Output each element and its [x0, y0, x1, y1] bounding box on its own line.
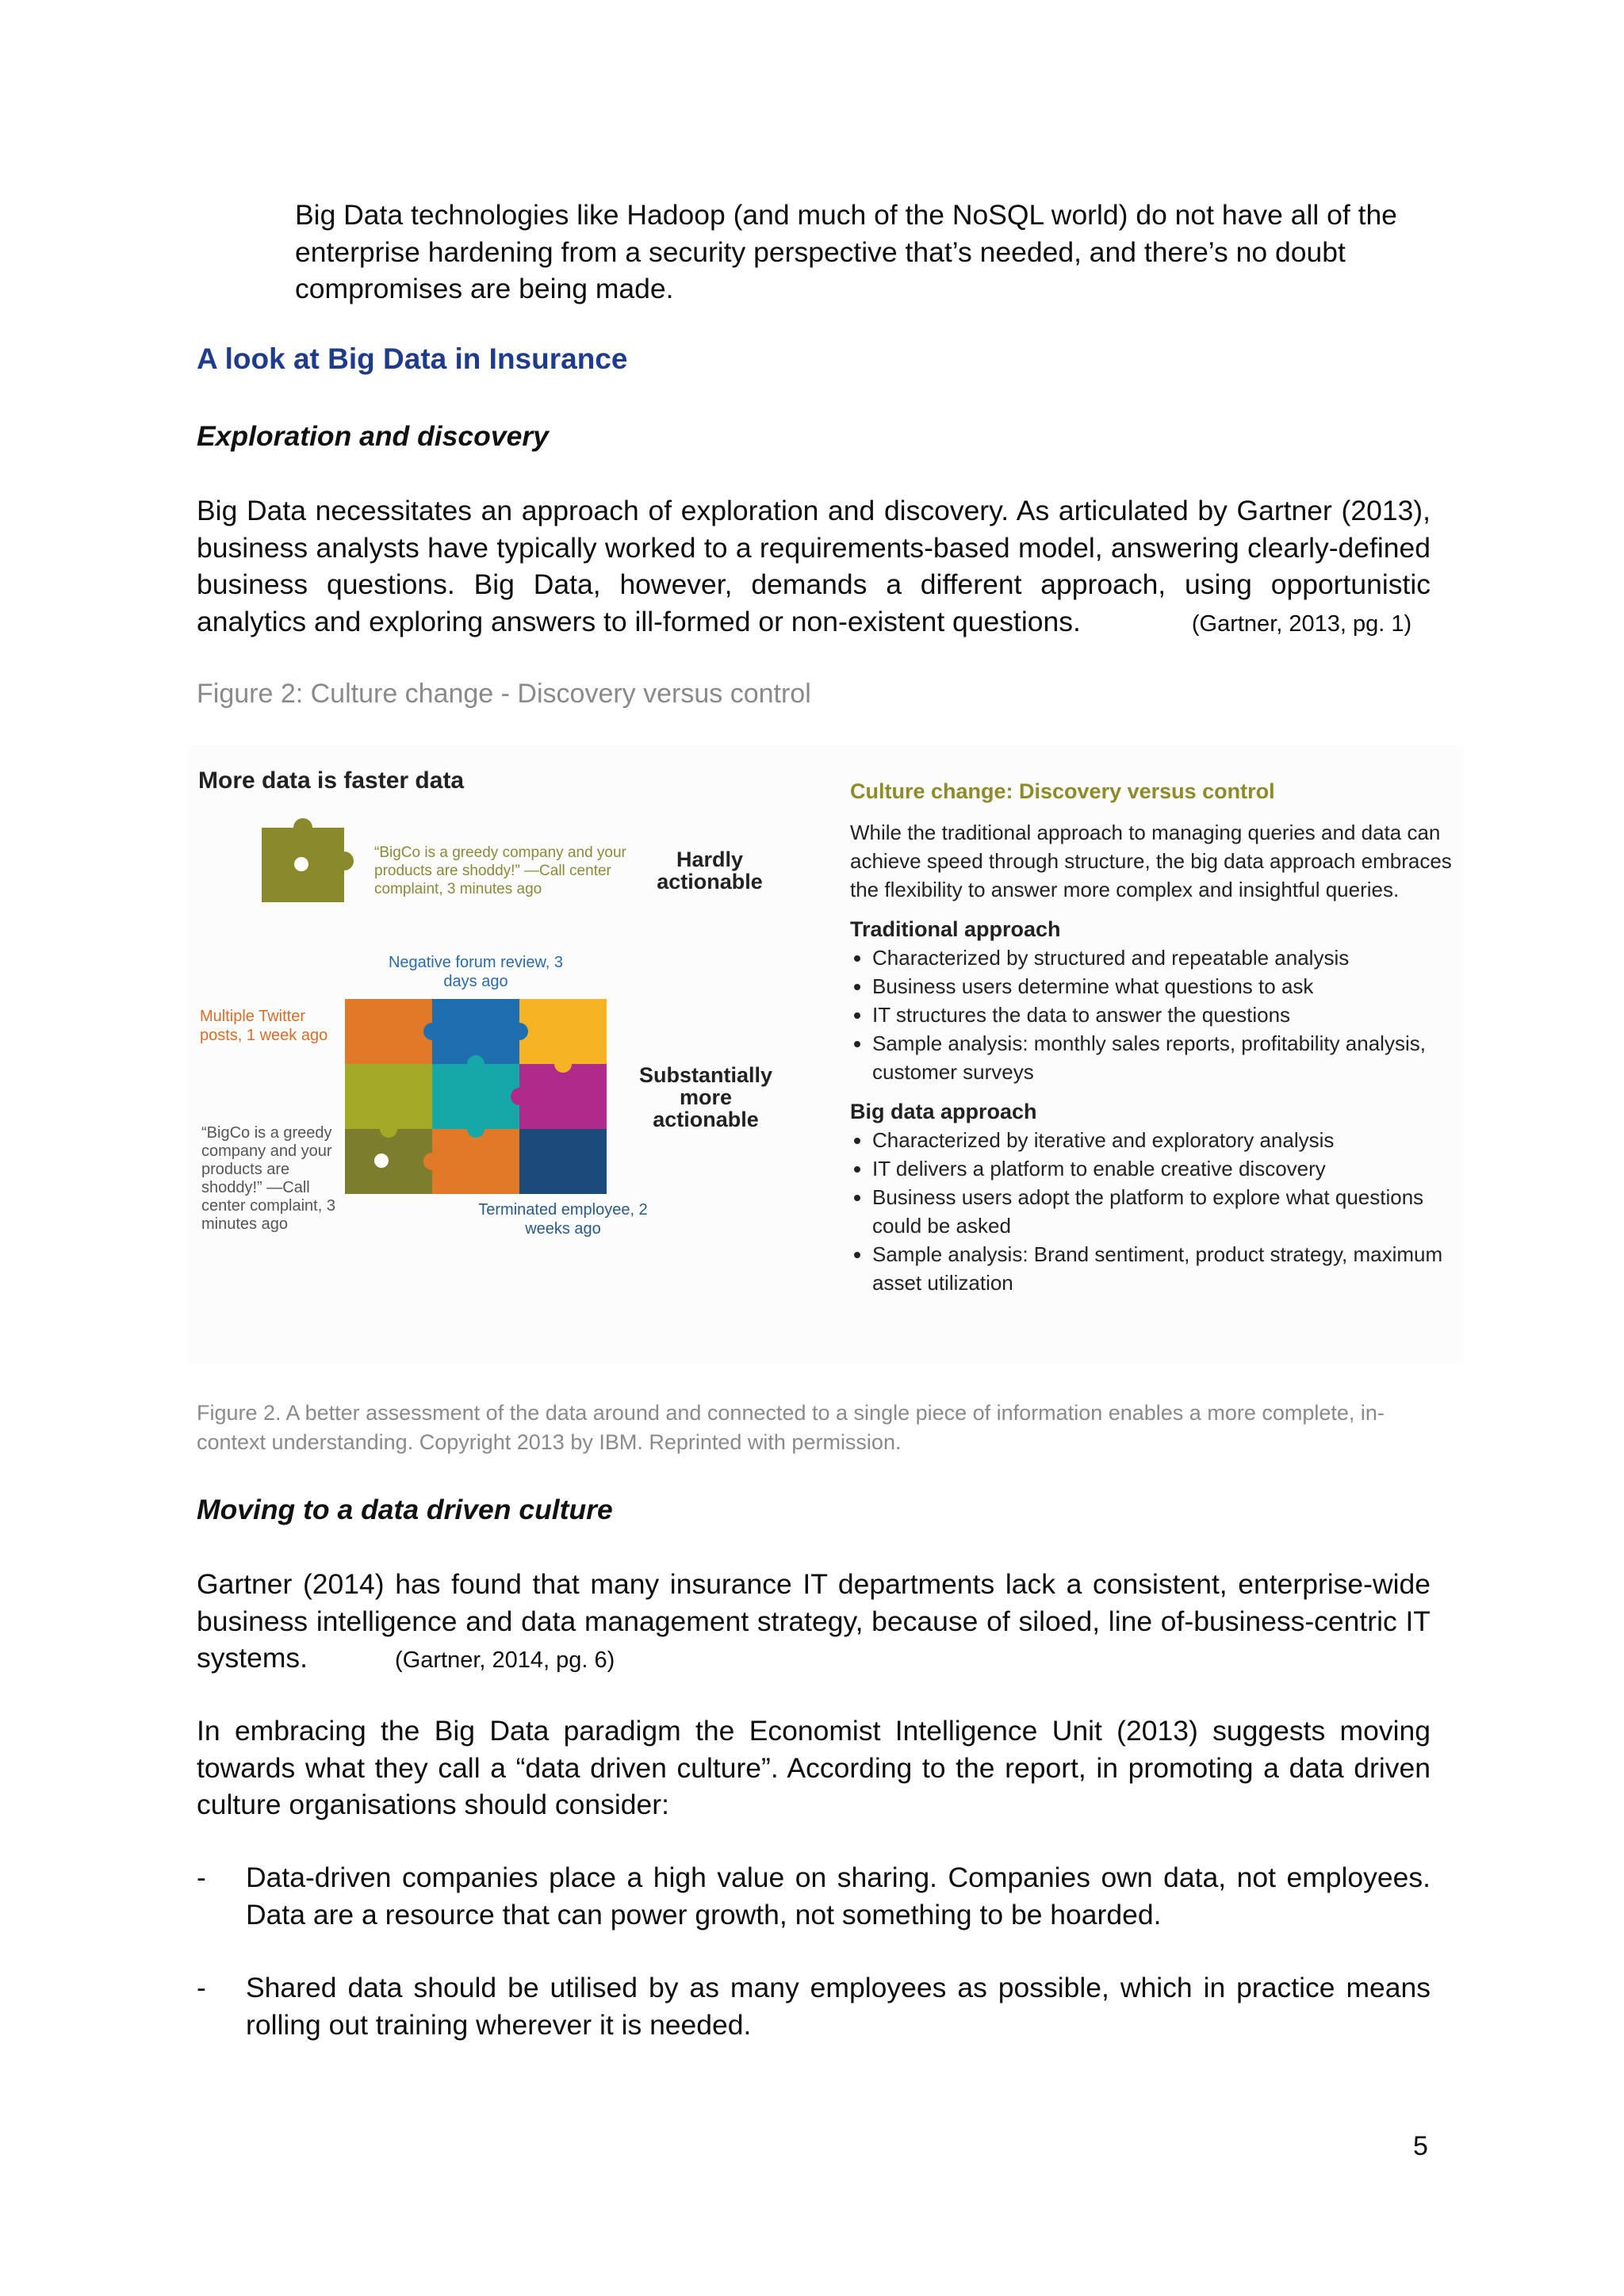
- figure-right-title: Culture change: Discovery versus control: [850, 779, 1275, 803]
- figure-left-title: More data is faster data: [198, 767, 465, 794]
- section-heading: A look at Big Data in Insurance: [197, 342, 628, 375]
- subheading-data-driven: Moving to a data driven culture: [197, 1494, 613, 1525]
- exploration-paragraph: [197, 492, 1431, 642]
- bigdata-list: [850, 1126, 1453, 1297]
- list-item: • Characterized by structured and repeatable analysis: [872, 943, 1453, 972]
- figure-right-intro: While the traditional approach to managing queries and data can achieve speed through structure, the big data approach embraces the flexibility to answer more complex and insightful queries.: [850, 821, 1452, 901]
- data-culture-paragraph-2: In embracing the Big Data paradigm the Economist Intelligence Unit (2013) suggests moving towards what they call a “data driven culture”. According to the report, in promoting a data driven culture organisations should consider:: [197, 1715, 1431, 1820]
- left-quote-label: “BigCo is a greedy company and your products are shoddy!” —Call center complaint, 3 minutes ago: [201, 1124, 335, 1233]
- terminated-employee-label: Terminated employee, 2 weeks ago: [478, 1201, 648, 1238]
- list-item: • Characterized by iterative and exploratory analysis: [872, 1126, 1453, 1154]
- bullet-item-1: [197, 1859, 1431, 1933]
- puzzle-grid-icon: [345, 999, 607, 1194]
- list-item: • Business users adopt the platform to explore what questions could be asked: [872, 1183, 1453, 1240]
- list-item: • IT structures the data to answer the questions: [872, 1001, 1453, 1029]
- figure-caption: Figure 2: Culture change - Discovery versus control: [197, 679, 811, 709]
- list-item: • IT delivers a platform to enable creative discovery: [872, 1154, 1453, 1183]
- twitter-posts-label: Multiple Twitter posts, 1 week ago: [200, 1008, 328, 1044]
- figure-note: Figure 2. A better assessment of the data around and connected to a single piece of information enables a more complete, in-context understanding. Copyright 2013 by IBM. Reprinted with permission.: [197, 1401, 1385, 1454]
- bullet-text: Data-driven companies place a high value on sharing. Companies own data, not employees. Data are a resource that can power growth, not something to be hoarded.: [246, 1862, 1431, 1931]
- dash-marker: -: [197, 1972, 206, 2003]
- bigdata-heading: Big data approach: [850, 1100, 1037, 1123]
- exploration-text: Big Data necessitates an approach of exploration and discovery. As articulated by Gartner (2013), business analysts have typically worked to a requirements-based model, answering clearly-defined business questions. Big Data, however, demands a different approach, using opportunistic analytics and exploring answers to ill-formed or non-existent questions.: [197, 495, 1431, 637]
- intro-paragraph: Big Data technologies like Hadoop (and much of the NoSQL world) do not have all of the enterprise hardening from a security perspective that’s needed, and there’s no doubt compromises are being made.: [295, 199, 1397, 304]
- bullet-text: Shared data should be utilised by as many employees as possible, which in practice means rolling out training wherever it is needed.: [246, 1972, 1431, 2041]
- subheading-exploration: Exploration and discovery: [197, 420, 549, 452]
- data-culture-citation: (Gartner, 2014, pg. 6): [395, 1647, 615, 1673]
- traditional-list: [850, 943, 1453, 1086]
- exploration-citation: (Gartner, 2013, pg. 1): [1191, 610, 1412, 637]
- hardly-actionable-label: Hardly actionable: [657, 848, 763, 894]
- list-item: • Sample analysis: Brand sentiment, product strategy, maximum asset utilization: [872, 1240, 1453, 1297]
- data-culture-text-1: Gartner (2014) has found that many insurance IT departments lack a consistent, enterprise-wide business intelligence and data management strategy, because of siloed, line of-business-centric IT systems.: [197, 1568, 1431, 1674]
- figure-right-column: [850, 777, 1453, 1297]
- traditional-heading: Traditional approach: [850, 917, 1061, 941]
- data-culture-paragraph-1: [197, 1566, 1431, 1679]
- top-quote: “BigCo is a greedy company and your products are shoddy!” —Call center complaint, 3 minutes ago: [374, 844, 626, 897]
- list-item: • Sample analysis: monthly sales reports, profitability analysis, customer surveys: [872, 1029, 1453, 1086]
- substantially-actionable-label: Substantially more actionable: [638, 1063, 773, 1131]
- dash-marker: -: [197, 1862, 206, 1893]
- page-number: 5: [1413, 2131, 1428, 2161]
- single-puzzle-piece-icon: [262, 817, 354, 902]
- negative-review-label: Negative forum review, 3 days ago: [388, 954, 564, 990]
- bullet-item-2: [197, 1969, 1431, 2043]
- list-item: • Business users determine what questions to ask: [872, 972, 1453, 1001]
